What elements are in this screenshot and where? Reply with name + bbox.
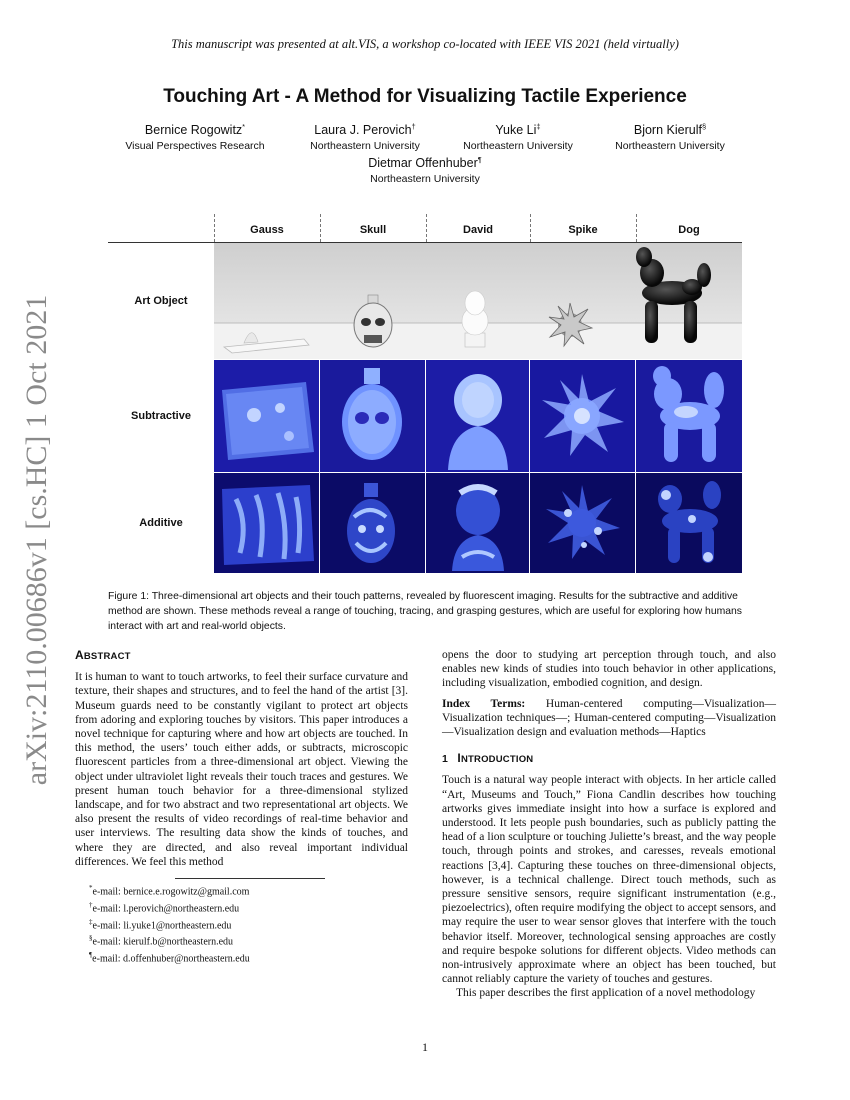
author-li (443, 122, 593, 153)
footnote-text: e-mail: bernice.e.rogowitz@gmail.com (92, 886, 250, 898)
subtractive-david-photo (426, 360, 529, 472)
author-name: Bernice Rogowitz (144, 123, 243, 138)
column-header-gauss: Gauss (250, 224, 284, 236)
figure-caption: Figure 1: Three-dimensional art objects and their touch patterns, revealed by fluorescent imaging. Results for the subtractive and additive method are shown. These methods reveal a range of touching, tracing, and grasping gestures, which are useful for exploring how humans interact with art and real-world objects. (108, 591, 743, 632)
art-objects-photo (214, 243, 742, 359)
subtractive-spike-photo (530, 360, 635, 472)
right-column (442, 648, 776, 1001)
column-divider (636, 214, 637, 242)
abstract-heading: ABSTRACT (75, 648, 131, 662)
footnote-text: e-mail: li.yuke1@northeastern.edu (92, 919, 232, 931)
author-offenhuber (335, 155, 515, 186)
footnote-item (89, 932, 409, 949)
subtractive-dog-photo (636, 360, 742, 472)
additive-david-photo (426, 473, 529, 573)
column-header-spike: Spike (568, 224, 598, 236)
additive-skull-photo (320, 473, 425, 573)
row-label-art-object: Art Object (134, 295, 188, 307)
subtractive-skull-photo (320, 360, 425, 472)
footnote-mark: ¶ (89, 951, 93, 960)
additive-spike-photo (530, 473, 635, 573)
row-label-additive: Additive (139, 517, 183, 529)
additive-gauss-photo (214, 473, 319, 573)
page-number: 1 (422, 1040, 428, 1054)
column-header-skull: Skull (359, 224, 387, 236)
footnote-item (89, 949, 409, 966)
footnote-mark: * (89, 884, 93, 892)
left-column (75, 648, 408, 869)
footnote-item (89, 899, 409, 916)
footnote-text: e-mail: kierulf.b@northeastern.edu (92, 936, 234, 948)
column-header-david: David (463, 224, 493, 236)
footnotes (89, 882, 409, 966)
author-affiliation: Northeastern University (310, 140, 420, 153)
author-affiliation: Northeastern University (615, 140, 725, 153)
workshop-banner: This manuscript was presented at alt.VIS, a workshop co-located with IEEE VIS 2021 (held virtually) (171, 37, 679, 51)
author-name: Laura J. Perovich (314, 123, 412, 138)
footnote-mark: ‡ (89, 917, 93, 926)
subtractive-gauss-photo (214, 360, 319, 472)
column-divider (214, 214, 215, 242)
abstract-continued: opens the door to studying art perception through touch, and also enables new kinds of studies into touch behavior in other applications, including visualization, embodied cognition, and design. (442, 649, 776, 690)
footnote-text: e-mail: d.offenhuber@northeastern.edu (92, 953, 250, 965)
author-kierulf (596, 122, 744, 153)
column-divider (426, 214, 427, 242)
author-rogowitz (110, 122, 280, 153)
author-mark: * (242, 122, 246, 131)
footnote-item (89, 882, 409, 899)
author-affiliation: Visual Perspectives Research (125, 140, 265, 153)
author-affiliation: Northeastern University (463, 140, 573, 153)
introduction-paragraph-1: Touch is a natural way people interact with objects. In her article called “Art, Museums and Touch,” Fiona Candlin describes how touching artworks gives immediate insight into how a surface is explored and understood. It lets people push boundaries, such as publicly patting the head of a lion sculpture or touching Juliette’s breast, and the way people touch, through points and strokes, and caresses, reveals emotional reactions [3,4]. Capturing these touches on three-dimensional objects, however, is a technical challenge. Direct touch methods, such as pressure sensitive sensors, require significant instrumentation (e.g., piezoelectrics), often require modifying the object to accept sensors, and may require the user to wear sensor gloves that interfere with the touch behavior itself. Moreover, technological sensing approaches are costly and require bespoke solutions for different objects. Video methods can non-intrusively approximate where an object has been touched, but cannot reliably capture the variety of touches and gestures. (442, 774, 776, 986)
section-number: 1 (442, 753, 449, 766)
index-terms-text: Human-centered computing—Visualization—Visualization techniques—; Human-centered computing—Visualization—Visualization design and evaluation methods—Haptics (442, 697, 776, 739)
author-mark: ‡ (536, 122, 541, 131)
footnote-text: e-mail: l.perovich@northeastern.edu (92, 903, 240, 915)
author-affiliation: Northeastern University (370, 173, 480, 186)
introduction-heading: 1 INTRODUCTION (442, 751, 534, 766)
paper-title: Touching Art - A Method for Visualizing Tactile Experience (163, 86, 687, 107)
footnote-mark: § (89, 934, 93, 943)
column-divider (320, 214, 321, 242)
footnote-item (89, 916, 409, 933)
footnote-rule (175, 878, 325, 879)
abstract-text: It is human to want to touch artworks, to feel their surface curvature and texture, their shapes and structures, and to feel the hand of the artist [3]. Museum guards need to be constantly vigilant to protect art objects from adoring and exploring touches by visitors. This paper introduces a novel technique for capturing where and how art objects are touched. In this method, the users’ touch either adds, or subtracts, microscopic fluorescent particles from a three-dimensional art object. Viewing the object under ultraviolet light reveals their touch traces and gestures. We present human touch behavior for a three-dimensional stylized landscape, and for two abstract and two representational art objects. We also present the results of video recordings of real-time behavior and user interviews. The resulting data show the kinds of touches, and where they are directed, and also reveal important individual differences. We feel this method (75, 671, 408, 868)
author-name: Dietmar Offenhuber (368, 156, 478, 171)
author-mark: † (411, 122, 416, 131)
additive-dog-photo (636, 473, 742, 573)
author-name: Yuke Li (495, 123, 537, 138)
introduction-paragraph-2: This paper describes the first application of a novel methodology (456, 987, 756, 1000)
author-perovich (290, 122, 440, 153)
index-terms-label: Index Terms: (442, 697, 526, 710)
row-label-subtractive: Subtractive (131, 410, 191, 422)
column-divider (530, 214, 531, 242)
index-terms (442, 697, 776, 740)
column-header-dog: Dog (678, 224, 700, 236)
author-mark: § (701, 122, 707, 131)
arxiv-stamp: arXiv:2110.00686v1 [cs.HC] 1 Oct 2021 (20, 294, 53, 786)
footnote-mark: † (89, 900, 93, 909)
author-mark: ¶ (477, 155, 482, 164)
author-name: Bjorn Kierulf (633, 123, 702, 138)
